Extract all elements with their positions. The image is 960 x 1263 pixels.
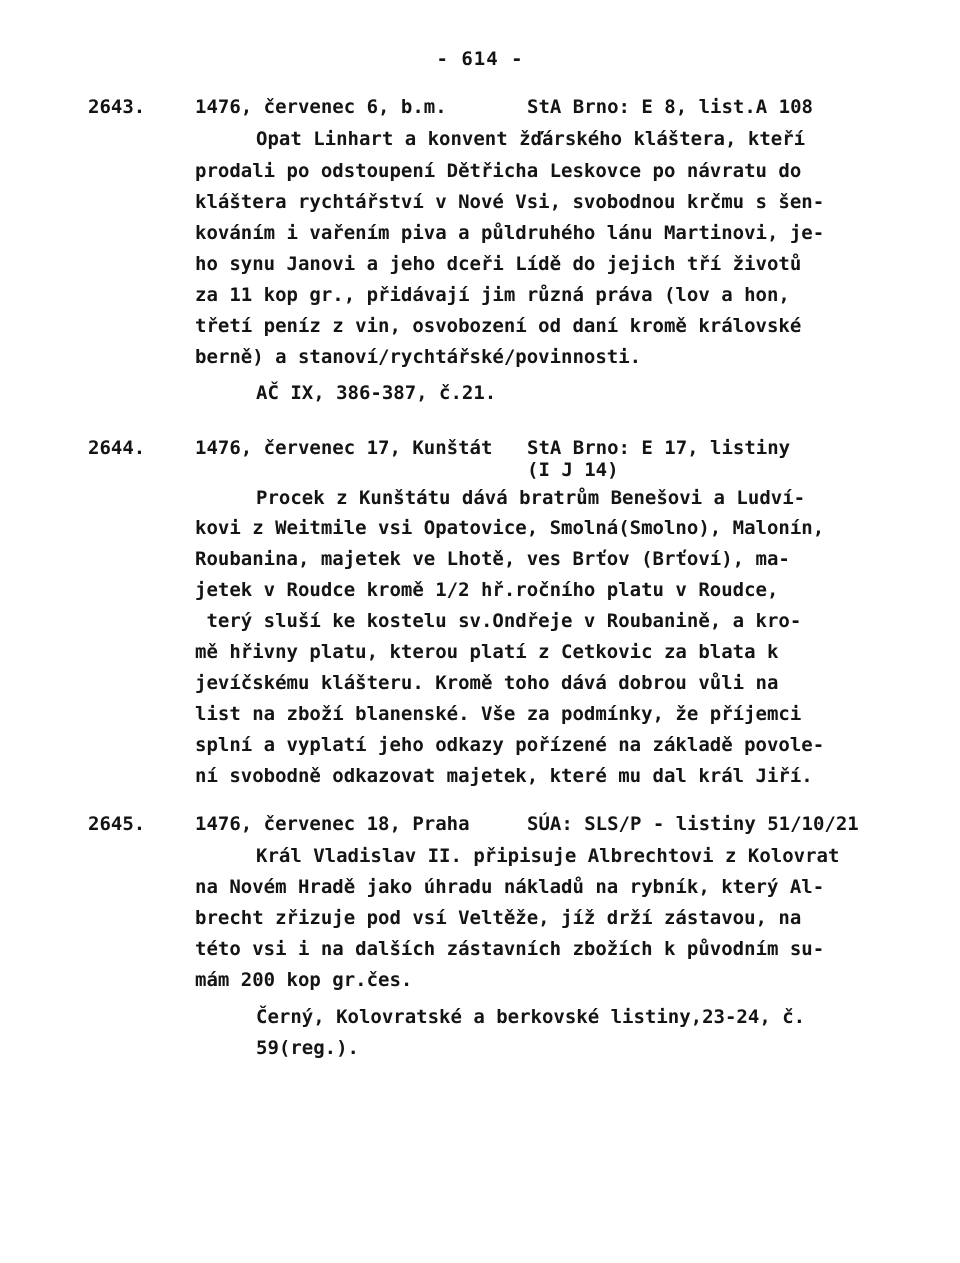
- entry-text-line: list na zboží blanenské. Vše za podmínky, že příjemci: [195, 703, 802, 725]
- entry-text-line: této vsi i na dalších zástavních zbožích k původním su-: [195, 938, 825, 960]
- entry-reference: AČ IX, 386-387, č.21.: [256, 382, 497, 404]
- entry-text-line: Král Vladislav II. připisuje Albrechtovi z Kolovrat: [256, 845, 840, 867]
- entry-date-place: 1476, červenec 6, b.m.: [195, 96, 447, 118]
- entry-text-line: mám 200 kop gr.čes.: [195, 969, 413, 991]
- entry-text-line: jetek v Roudce kromě 1/2 hř.ročního platu v Roudce,: [195, 579, 779, 601]
- entry-text-line: třetí peníz z vin, osvobození od daní kromě královské: [195, 315, 802, 337]
- page-number: - 614 -: [436, 48, 524, 70]
- entry-text-line: kovi z Weitmile vsi Opatovice, Smolná(Smolno), Malonín,: [195, 517, 825, 539]
- entry-number: 2644.: [88, 437, 146, 459]
- entry-archive: StA Brno: E 17, listiny: [527, 437, 791, 459]
- entry-text-line: mě hřivny platu, kterou platí z Cetkovic za blata k: [195, 641, 779, 663]
- entry-text-line: za 11 kop gr., přidávají jim různá práva (lov a hon,: [195, 284, 790, 306]
- entry-text-line: Opat Linhart a konvent žďárského kláštera, kteří: [256, 128, 806, 150]
- entry-text-line: ho synu Janovi a jeho dceři Lídě do jejich tří životů: [195, 253, 802, 275]
- entry-archive: StA Brno: E 8, list.A 108: [527, 96, 813, 118]
- entry-reference-continuation: 59(reg.).: [256, 1037, 359, 1059]
- entry-text-line: terý sluší ke kostelu sv.Ondřeje v Roubanině, a kro-: [195, 610, 802, 632]
- entry-text-line: prodali po odstoupení Dětřicha Leskovce po návratu do: [195, 160, 802, 182]
- entry-text-line: jevíčskému klášteru. Kromě toho dává dobrou vůli na: [195, 672, 779, 694]
- entry-text-line: na Novém Hradě jako úhradu nákladů na rybník, který Al-: [195, 876, 825, 898]
- entry-text-line: ní svobodně odkazovat majetek, které mu dal král Jiří.: [195, 765, 813, 787]
- entry-text-line: Roubanina, majetek ve Lhotě, ves Brťov (Brťoví), ma-: [195, 548, 790, 570]
- entry-text-line: kováním i vařením piva a půldruhého lánu Martinovi, je-: [195, 222, 825, 244]
- entry-number: 2645.: [88, 813, 146, 835]
- entry-text-line: Procek z Kunštátu dává bratrům Benešovi a Ludví-: [256, 487, 806, 509]
- entry-reference: Černý, Kolovratské a berkovské listiny,23-24, č.: [256, 1006, 806, 1028]
- entry-archive: SÚA: SLS/P - listiny 51/10/21: [527, 813, 859, 835]
- entry-text-line: kláštera rychtářství v Nové Vsi, svobodnou krčmu s šen-: [195, 191, 825, 213]
- entry-archive-continuation: (I J 14): [527, 459, 619, 481]
- entry-text-line: splní a vyplatí jeho odkazy pořízené na základě povole-: [195, 734, 825, 756]
- entry-text-line: brecht zřizuje pod vsí Veltěže, jíž drží zástavou, na: [195, 907, 802, 929]
- entry-number: 2643.: [88, 96, 146, 118]
- entry-date-place: 1476, červenec 17, Kunštát: [195, 437, 493, 459]
- entry-text-line: berně) a stanoví/rychtářské/povinnosti.: [195, 346, 642, 368]
- entry-date-place: 1476, červenec 18, Praha: [195, 813, 470, 835]
